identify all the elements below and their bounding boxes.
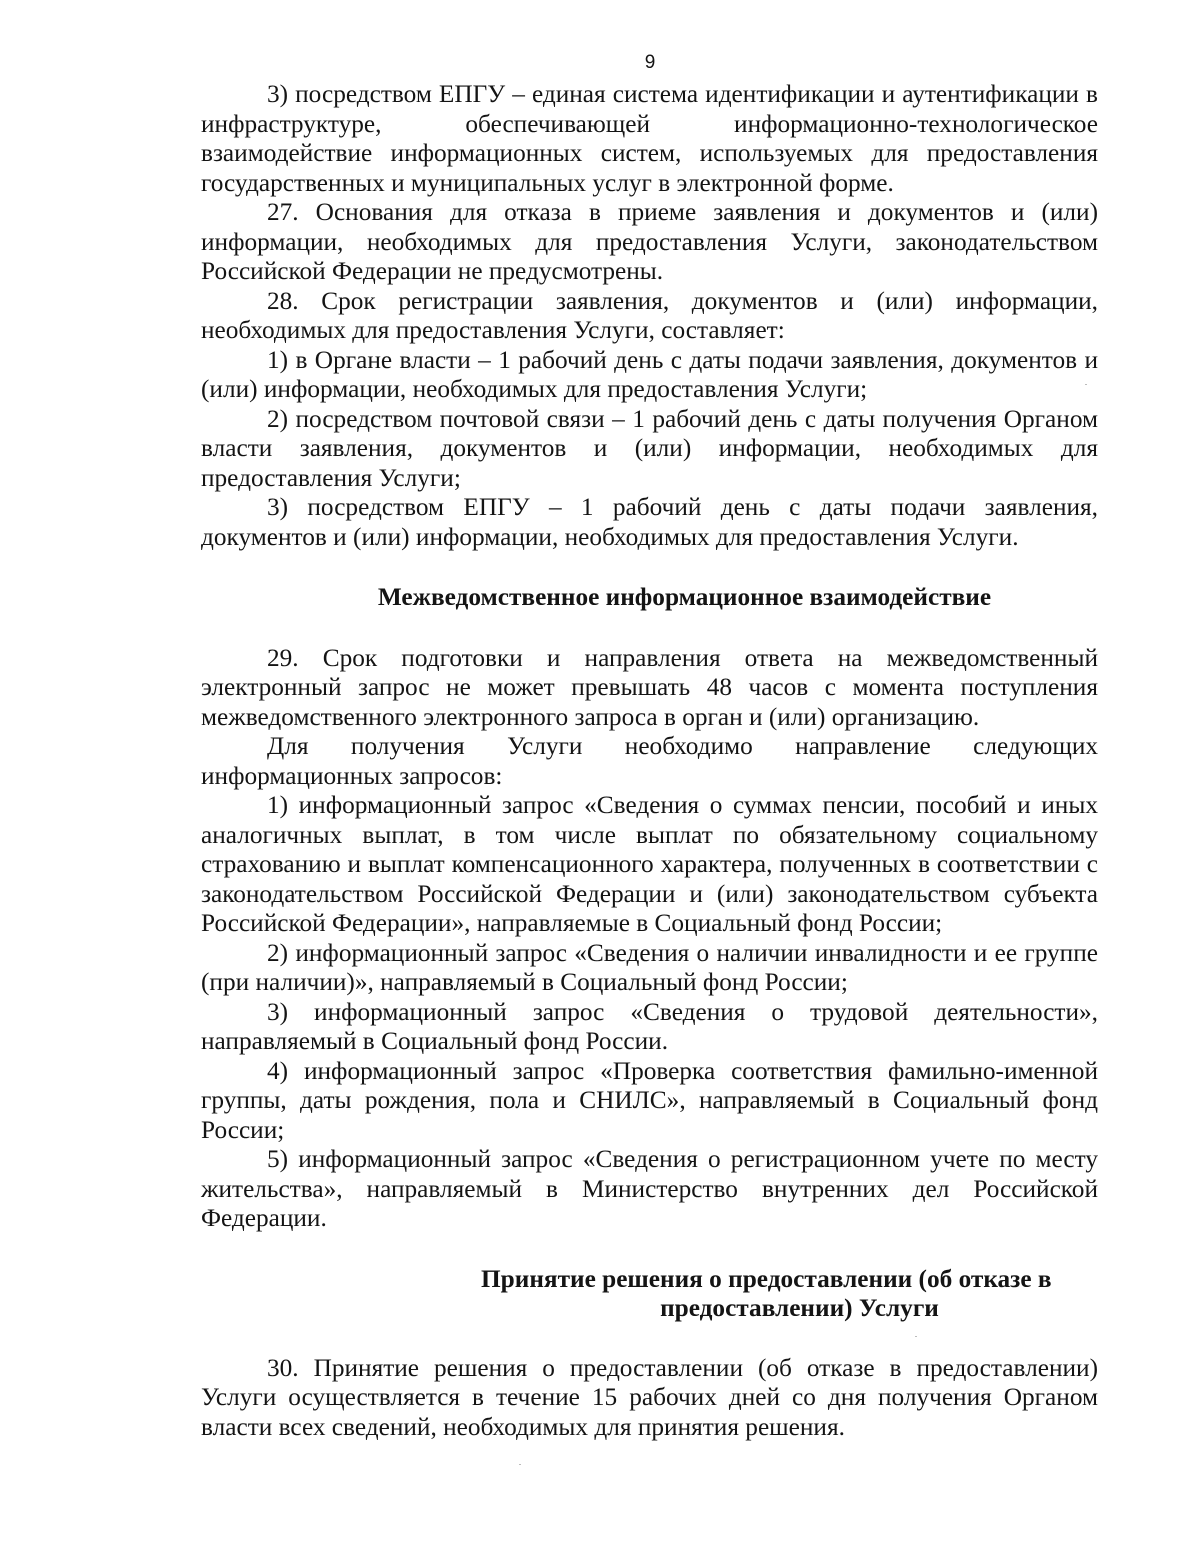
paragraph-27: 27. Основания для отказа в приеме заявления и документов и (или) информации, необходимых для предоставления Услуги, законодательством Российской Федерации не предусмотрены. bbox=[201, 198, 1098, 285]
page-number: 9 bbox=[644, 52, 656, 73]
scan-speck bbox=[915, 1336, 917, 1337]
paragraph-29: 29. Срок подготовки и направления ответа на межведомственный электронный запрос не может превышать 48 часов с момента поступления межведомственного электронного запроса в орган и (или) организацию. bbox=[201, 643, 1098, 731]
paragraph-29-requests-intro: Для получения Услуги необходимо направление следующих информационных запросов: bbox=[201, 732, 1098, 790]
section-heading-decision bbox=[201, 1265, 1098, 1324]
paragraph-30: 30. Принятие решения о предоставлении (об отказе в предоставлении) Услуги осуществляется в течение 15 рабочих дней со дня получения Органом власти всех сведений, необходимых для принятия решения. bbox=[201, 1353, 1098, 1441]
scan-speck bbox=[1085, 384, 1087, 385]
paragraph-28: 28. Срок регистрации заявления, документов и (или) информации, необходимых для предоставления Услуги, составляет: bbox=[201, 286, 1098, 344]
paragraph-29-item-4: 4) информационный запрос «Проверка соответствия фамильно-именной группы, даты рождения, пола и СНИЛС», направляемый в Социальный фонд России; bbox=[201, 1056, 1098, 1144]
scan-speck bbox=[519, 1464, 521, 1465]
section-heading-decision-line-2: предоставлении) Услуги bbox=[660, 1294, 939, 1322]
section-heading-interagency: Межведомственное информационное взаимодействие bbox=[377, 583, 992, 611]
paragraph-29-item-3: 3) информационный запрос «Сведения о трудовой деятельности», направляемый в Социальный фонд России. bbox=[201, 997, 1098, 1055]
paragraph-28-item-1: 1) в Органе власти – 1 рабочий день с даты подачи заявления, документов и (или) информации, необходимых для предоставления Услуги; bbox=[201, 345, 1098, 403]
paragraph-29-item-5: 5) информационный запрос «Сведения о регистрационном учете по месту жительства», направляемый в Министерство внутренних дел Российской Федерации. bbox=[201, 1145, 1098, 1232]
paragraph-28-item-3: 3) посредством ЕПГУ – 1 рабочий день с даты подачи заявления, документов и (или) информации, необходимых для предоставления Услуги. bbox=[201, 493, 1098, 551]
paragraph-28-item-2: 2) посредством почтовой связи – 1 рабочий день с даты получения Органом власти заявления, документов и (или) информации, необходимых для предоставления Услуги; bbox=[201, 404, 1098, 492]
paragraph-29-item-1: 1) информационный запрос «Сведения о суммах пенсии, пособий и иных аналогичных выплат, в том числе выплат по обязательному социальному страхованию и выплат компенсационного характера, полученных в соответствии с законодательством Российской Федерации и (или) законодательством субъекта Российской Федерации», направляемые в Социальный фонд России; bbox=[201, 791, 1098, 937]
paragraph-epgu-identification: 3) посредством ЕПГУ – единая система идентификации и аутентификации в инфраструктуре, обеспечивающей информационно-технологическое взаимодействие информационных систем, используемых для предоставления государственных и муниципальных услуг в электронной форме. bbox=[201, 80, 1098, 197]
section-heading-decision-line-1: Принятие решения о предоставлении (об отказе в bbox=[481, 1264, 1052, 1293]
paragraph-29-item-2: 2) информационный запрос «Сведения о наличии инвалидности и ее группе (при наличии)», направляемый в Социальный фонд России; bbox=[201, 938, 1098, 996]
document-body bbox=[201, 80, 1098, 1442]
